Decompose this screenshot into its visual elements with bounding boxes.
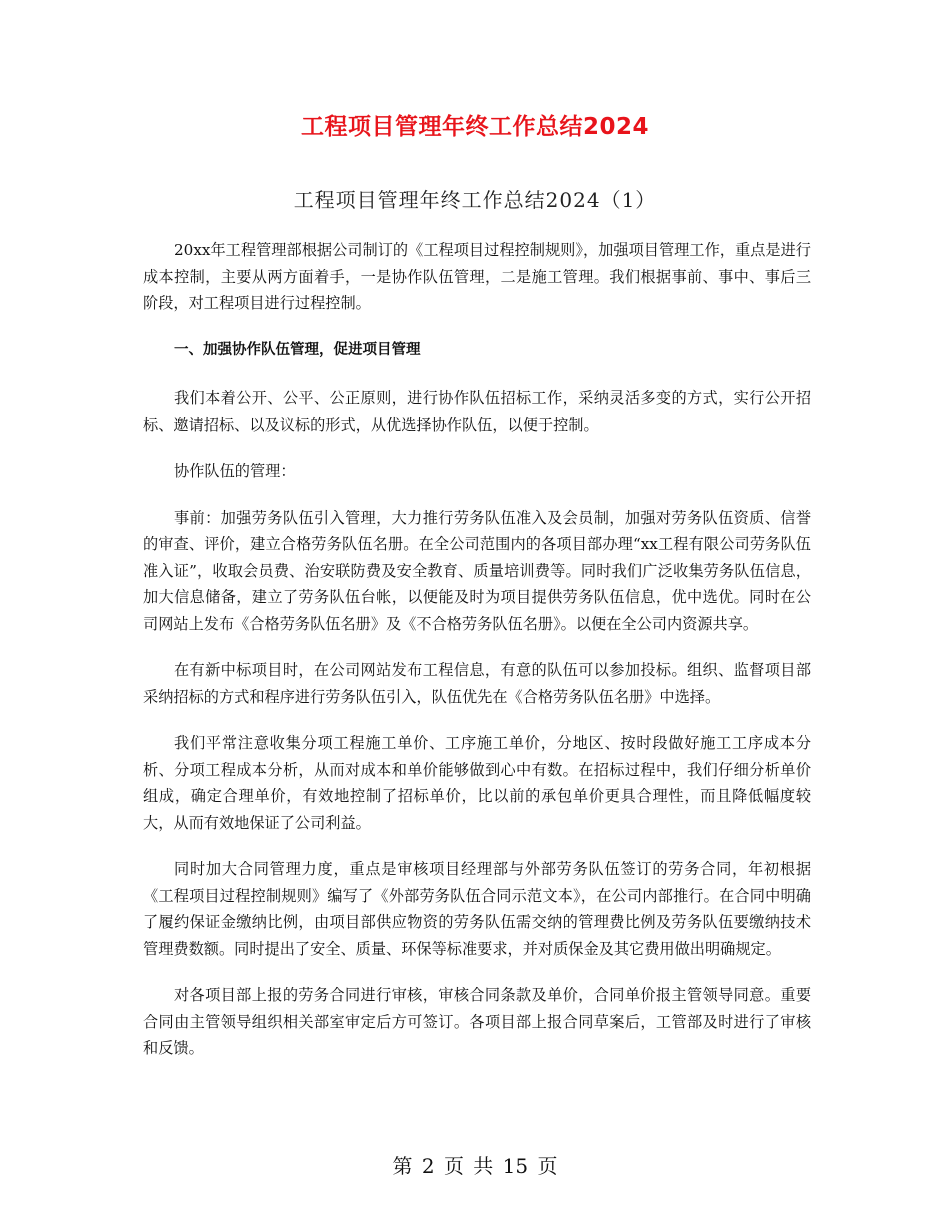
paragraph-new-project: 在有新中标项目时，在公司网站发布工程信息，有意的队伍可以参加投标。组织、监督项目部采纳招标的方式和程序进行劳务队伍引入，队伍优先在《合格劳务队伍名册》中选择。 (143, 661, 811, 706)
paragraph-cost-analysis: 我们平常注意收集分项工程施工单价、工序施工单价，分地区、按时段做好施工工序成本分析、分项工程成本分析，从而对成本和单价能够做到心中有数。在招标过程中，我们仔细分析单价组成，确定合理单价，有效地控制了招标单价，比以前的承包单价更具合理性，而且降低幅度较大，从而有效地保证了公司利益。 (143, 734, 811, 832)
paragraph-team-management: 协作队伍的管理： (174, 462, 296, 480)
paragraph-bidding: 我们本着公开、公平、公正原则，进行协作队伍招标工作，采纳灵活多变的方式，实行公开招标、邀请招标、以及议标的形式，从优选择协作队伍，以便于控制。 (143, 389, 811, 434)
document-title: 工程项目管理年终工作总结2024 (300, 114, 649, 140)
document-body (143, 237, 811, 1082)
document-subtitle: 工程项目管理年终工作总结2024（1） (293, 188, 657, 212)
paragraph-before: 事前：加强劳务队伍引入管理，大力推行劳务队伍准入及会员制，加强对劳务队伍资质、信誉的审查、评价，建立合格劳务队伍名册。在全公司范围内的各项目部办理“xx工程有限公司劳务队伍准入证”，收取会员费、治安联防费及安全教育、质量培训费等。同时我们广泛收集劳务队伍信息，加大信息储备，建立了劳务队伍台帐，以便能及时为项目提供劳务队伍信息，优中选优。同时在公司网站上发布《合格劳务队伍名册》及《不合格劳务队伍名册》。以便在全公司内资源共享。 (143, 508, 811, 633)
page-number-footer: 第 2 页 共 15 页 (392, 1154, 558, 1178)
paragraph-contract-review: 对各项目部上报的劳务合同进行审核，审核合同条款及单价，合同单价报主管领导同意。重要合同由主管领导组织相关部室审定后方可签订。各项目部上报合同草案后，工管部及时进行了审核和反馈。 (143, 986, 811, 1057)
paragraph-intro: 20xx年工程管理部根据公司制订的《工程项目过程控制规则》，加强项目管理工作，重点是进行成本控制，主要从两方面着手，一是协作队伍管理，二是施工管理。我们根据事前、事中、事后三阶段，对工程项目进行过程控制。 (143, 241, 811, 312)
section-heading: 一、加强协作队伍管理，促进项目管理 (174, 341, 421, 358)
paragraph-contract-management: 同时加大合同管理力度，重点是审核项目经理部与外部劳务队伍签订的劳务合同，年初根据《工程项目过程控制规则》编写了《外部劳务队伍合同示范文本》，在公司内部推行。在合同中明确了履约保证金缴纳比例，由项目部供应物资的劳务队伍需交纳的管理费比例及劳务队伍要缴纳技术管理费数额。同时提出了安全、质量、环保等标准要求，并对质保金及其它费用做出明确规定。 (143, 860, 811, 958)
